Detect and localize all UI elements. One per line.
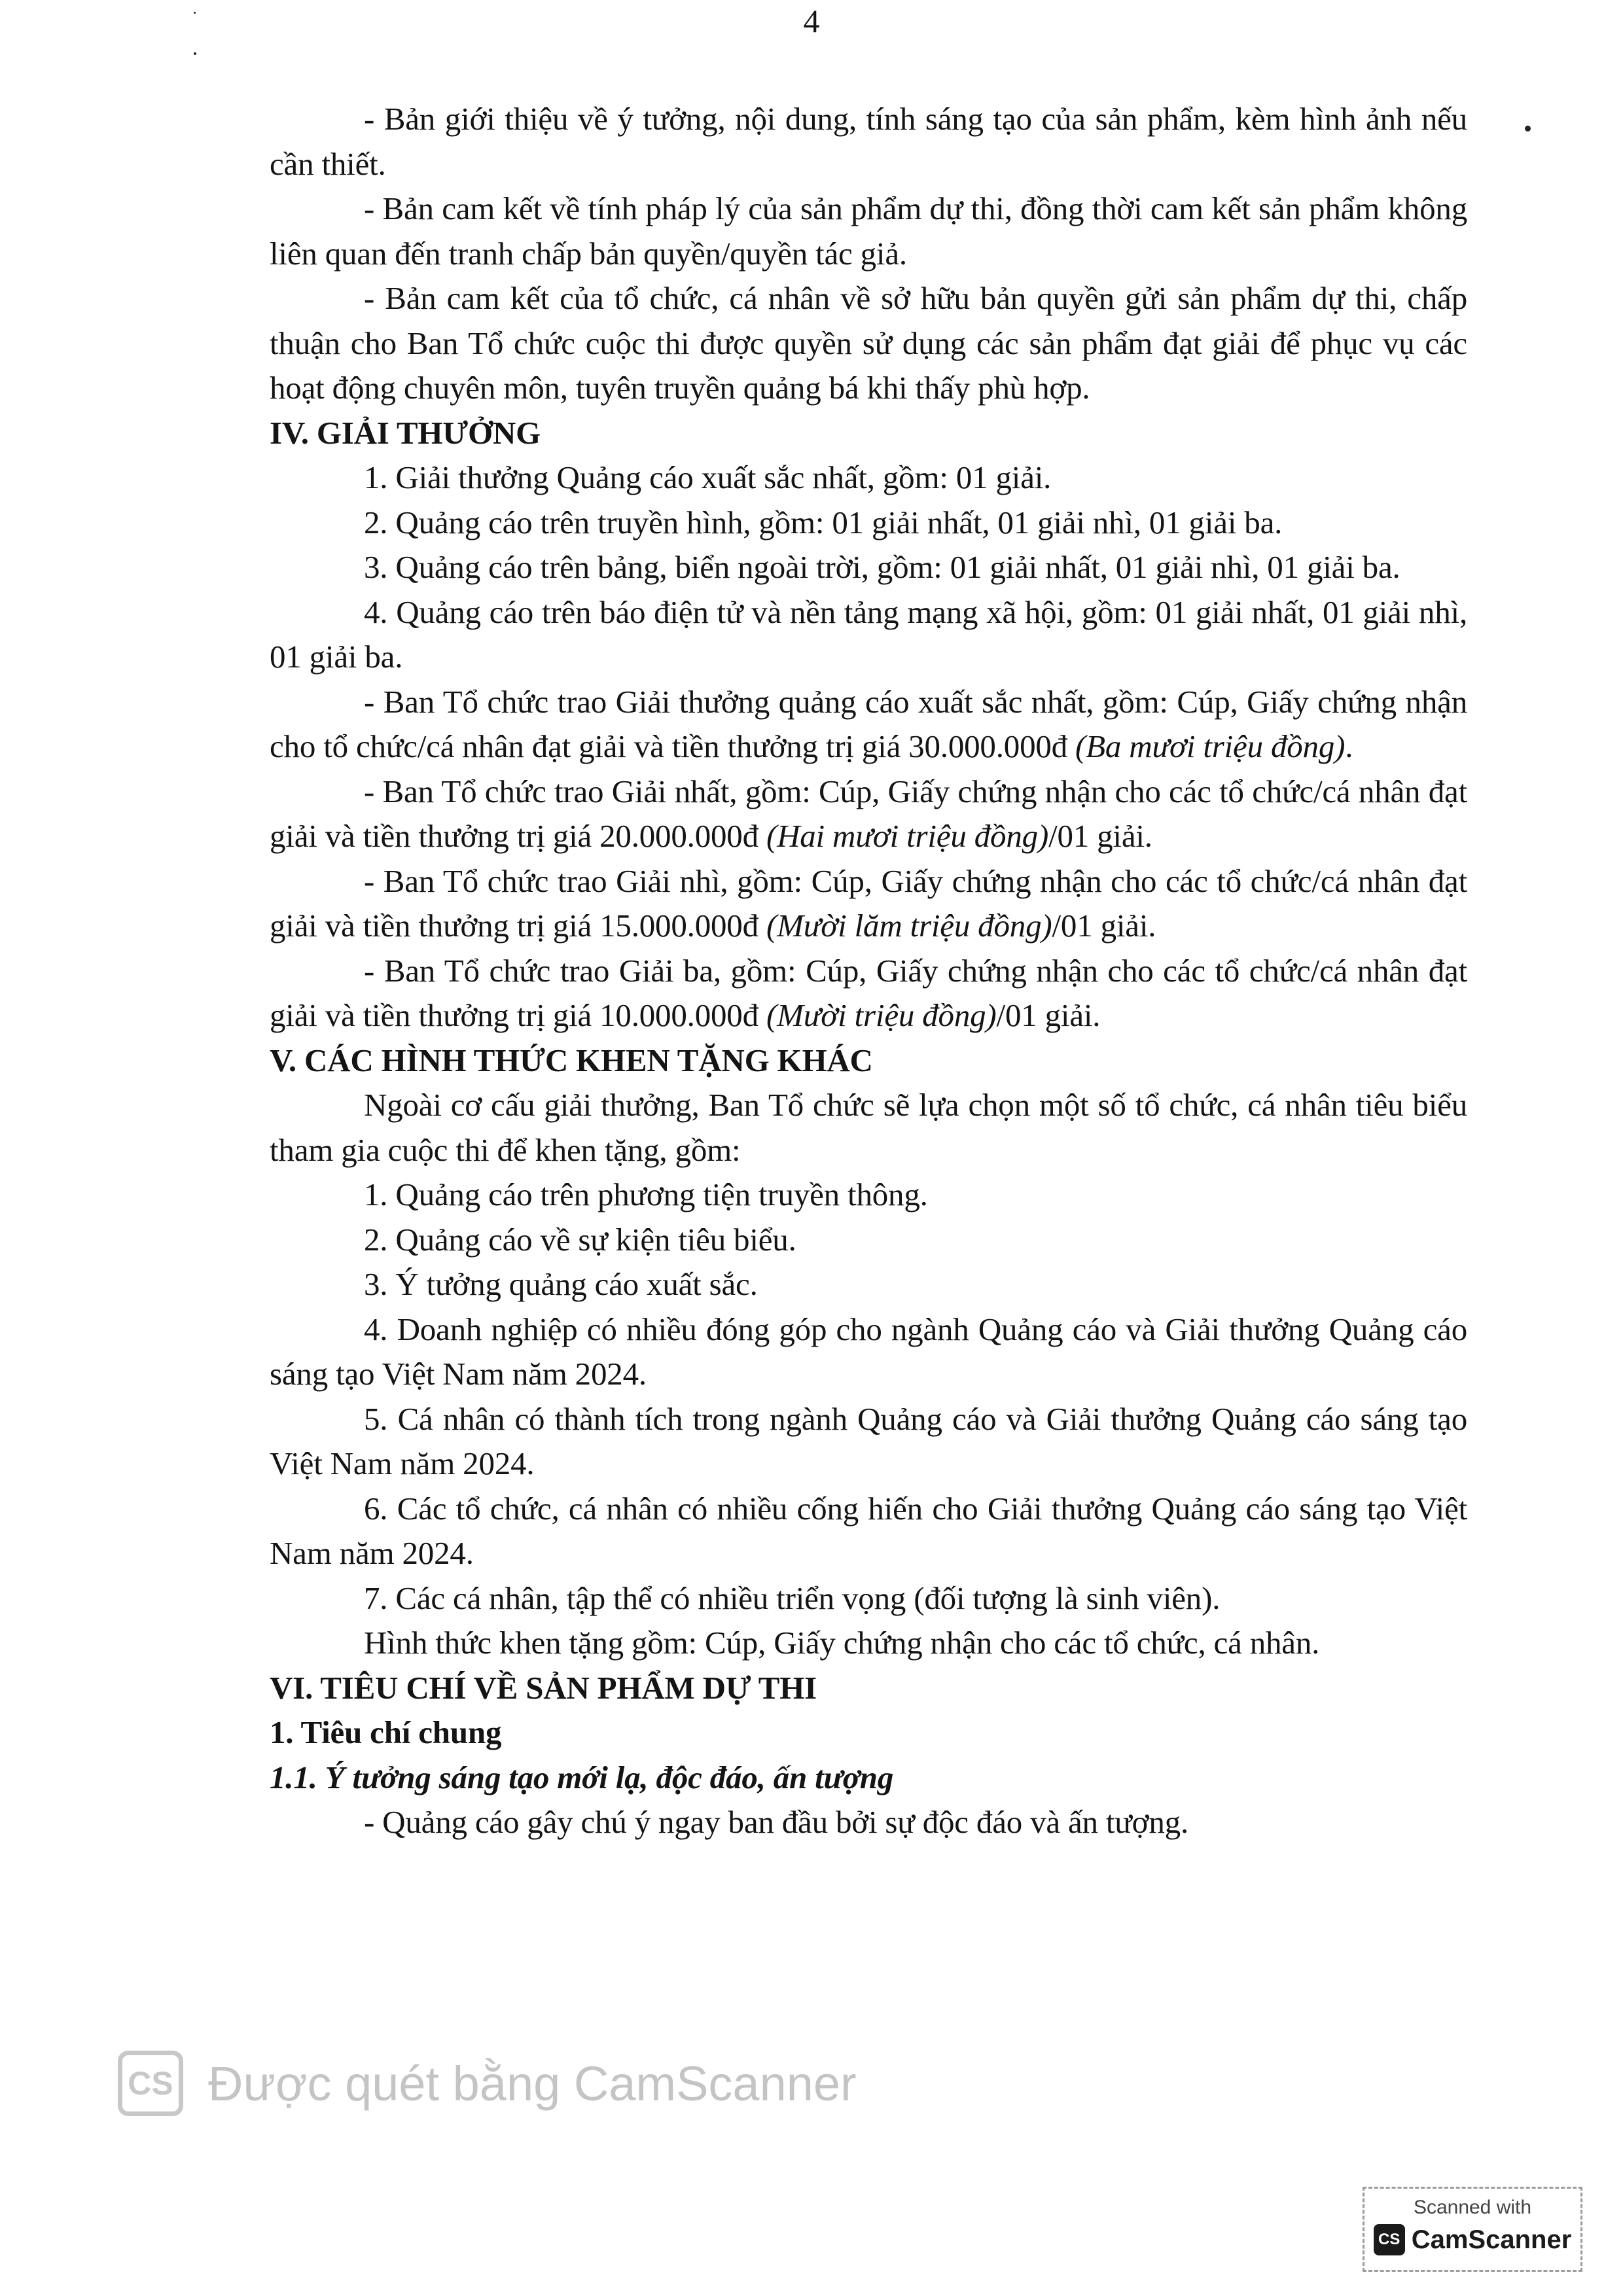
body-paragraph: - Bản cam kết của tổ chức, cá nhân về sở hữu bản quyền gửi sản phẩm dự thi, chấp thuận cho Ban Tổ chức cuộc thi được quyền sử dụng các sản phẩm đạt giải để phục vụ các hoạt động chuyên môn, tuyên truyền quảng bá khi thấy phù hợp. xyxy=(270,280,1467,406)
camscanner-watermark xyxy=(118,2047,857,2120)
subsection-heading: 1.1. Ý tưởng sáng tạo mới lạ, độc đáo, ấn tượng xyxy=(270,1759,894,1795)
body-paragraph: - Quảng cáo gây chú ý ngay ban đầu bởi sự độc đáo và ấn tượng. xyxy=(364,1804,1189,1840)
body-paragraph: - Ban Tổ chức trao Giải ba, gồm: Cúp, Giấy chứng nhận cho các tổ chức/cá nhân đạt giải và tiền thưởng trị giá 10.000.000đ (Mười triệu đồng)/01 giải. xyxy=(270,952,1467,1033)
body-paragraph: 3. Quảng cáo trên bảng, biển ngoài trời, gồm: 01 giải nhất, 01 giải nhì, 01 giải ba. xyxy=(364,549,1400,585)
scan-speck xyxy=(1525,126,1531,132)
page-number: 4 xyxy=(803,3,820,39)
watermark-text: Được quét bằng CamScanner xyxy=(208,2056,857,2111)
body-paragraph: - Bản cam kết về tính pháp lý của sản phẩm dự thi, đồng thời cam kết sản phẩm không liên quan đến tranh chấp bản quyền/quyền tác giả. xyxy=(270,190,1467,272)
scan-speck xyxy=(194,52,196,55)
badge-caption: Scanned with xyxy=(1413,2197,1532,2218)
body-paragraph: Hình thức khen tặng gồm: Cúp, Giấy chứng nhận cho các tổ chức, cá nhân. xyxy=(364,1625,1320,1661)
body-paragraph: 1. Quảng cáo trên phương tiện truyền thông. xyxy=(364,1176,928,1212)
body-paragraph: 7. Các cá nhân, tập thể có nhiều triển vọng (đối tượng là sinh viên). xyxy=(364,1580,1221,1616)
body-paragraph: - Ban Tổ chức trao Giải nhì, gồm: Cúp, Giấy chứng nhận cho các tổ chức/cá nhân đạt giải và tiền thưởng trị giá 15.000.000đ (Mười lăm triệu đồng)/01 giải. xyxy=(270,862,1467,944)
camscanner-logo-icon: CS xyxy=(118,2051,183,2116)
body-paragraph: 5. Cá nhân có thành tích trong ngành Quảng cáo và Giải thưởng Quảng cáo sáng tạo Việt Nam năm 2024. xyxy=(270,1400,1467,1481)
body-paragraph: 4. Quảng cáo trên báo điện tử và nền tảng mạng xã hội, gồm: 01 giải nhất, 01 giải nhì, 01 giải ba. xyxy=(270,593,1467,675)
body-paragraph: 4. Doanh nghiệp có nhiều đóng góp cho ngành Quảng cáo và Giải thưởng Quảng cáo sáng tạo Việt Nam năm 2024. xyxy=(270,1311,1467,1392)
body-paragraph: - Ban Tổ chức trao Giải nhất, gồm: Cúp, Giấy chứng nhận cho các tổ chức/cá nhân đạt giải và tiền thưởng trị giá 20.000.000đ (Hai mươi triệu đồng)/01 giải. xyxy=(270,773,1467,854)
scan-speck xyxy=(194,12,196,14)
body-paragraph: - Bản giới thiệu về ý tưởng, nội dung, tính sáng tạo của sản phẩm, kèm hình ảnh nếu cần thiết. xyxy=(270,101,1467,182)
body-paragraph: - Ban Tổ chức trao Giải thưởng quảng cáo xuất sắc nhất, gồm: Cúp, Giấy chứng nhận cho tổ chức/cá nhân đạt giải và tiền thưởng trị giá 30.000.000đ (Ba mươi triệu đồng). xyxy=(270,683,1467,764)
document-body xyxy=(270,97,1467,1845)
section-heading: 1. Tiêu chí chung xyxy=(270,1714,502,1750)
body-paragraph: 6. Các tổ chức, cá nhân có nhiều cống hiến cho Giải thưởng Quảng cáo sáng tạo Việt Nam năm 2024. xyxy=(270,1490,1467,1571)
body-paragraph: 2. Quảng cáo về sự kiện tiêu biểu. xyxy=(364,1221,796,1258)
body-paragraph: 2. Quảng cáo trên truyền hình, gồm: 01 giải nhất, 01 giải nhì, 01 giải ba. xyxy=(364,504,1283,540)
section-heading: VI. TIÊU CHÍ VỀ SẢN PHẨM DỰ THI xyxy=(270,1669,817,1706)
body-paragraph: 3. Ý tưởng quảng cáo xuất sắc. xyxy=(364,1266,758,1302)
section-heading: V. CÁC HÌNH THỨC KHEN TẶNG KHÁC xyxy=(270,1042,873,1078)
camscanner-badge-icon: CS xyxy=(1374,2224,1405,2255)
section-heading: IV. GIẢI THƯỞNG xyxy=(270,414,541,451)
badge-brand-name: CamScanner xyxy=(1411,2225,1572,2254)
body-paragraph: Ngoài cơ cấu giải thưởng, Ban Tổ chức sẽ lựa chọn một số tổ chức, cá nhân tiêu biểu tham gia cuộc thi để khen tặng, gồm: xyxy=(270,1087,1467,1168)
body-paragraph: 1. Giải thưởng Quảng cáo xuất sắc nhất, gồm: 01 giải. xyxy=(364,459,1052,495)
scanned-with-badge xyxy=(1363,2187,1582,2272)
